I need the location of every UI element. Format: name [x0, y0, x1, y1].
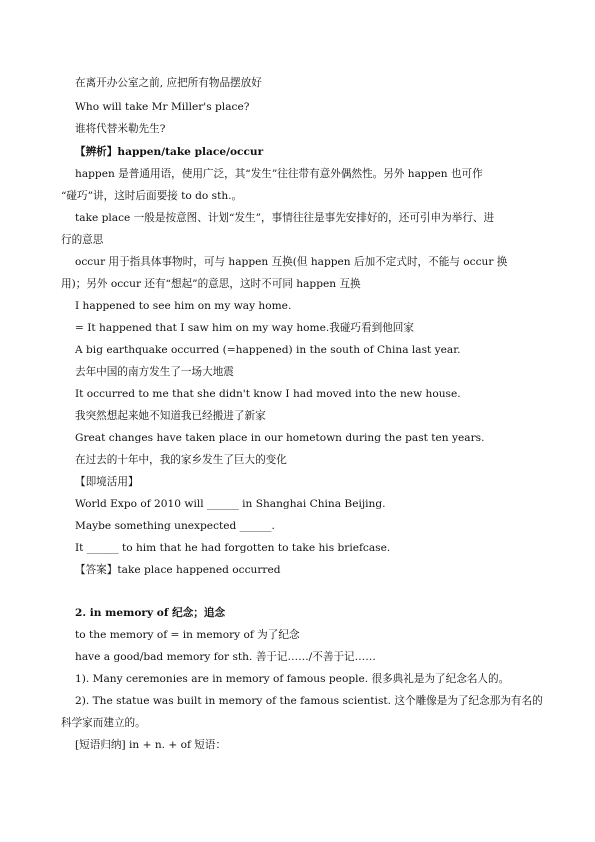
text-line: happen 是普通用语，使用广泛，其“发生”往往带有意外偶然性。另外 happen 也可作	[75, 168, 483, 180]
example-line: 1). Many ceremonies are in memory of famous people. 很多典礼是为了纪念名人的。	[75, 673, 510, 685]
text-line: 行的意思	[61, 234, 104, 246]
text-line: “碰巧”讲，这时后面要接 to do sth.。	[61, 190, 243, 202]
section-heading: 2. in memory of 纪念；追念	[75, 607, 226, 619]
text-line: Great changes have taken place in our hometown during the past ten years.	[75, 432, 485, 444]
example-line: 2). The statue was built in memory of the famous scientist. 这个雕像是为了纪念那为有名的	[75, 695, 543, 707]
text-line: I happened to see him on my way home.	[75, 300, 292, 312]
text-line: occur 用于指具体事物时，可与 happen 互换(但 happen 后加不定式时，不能与 occur 换	[75, 256, 508, 268]
exercise-line: It ______ to him that he had forgotten to take his briefcase.	[75, 542, 391, 554]
text-line: = It happened that I saw him on my way home.我碰巧看到他回家	[75, 322, 414, 334]
text-line: Who will take Mr Miller's place?	[75, 101, 250, 113]
text-line: 去年中国的南方发生了一场大地震	[75, 366, 234, 378]
exercise-line: World Expo of 2010 will ______ in Shanghai China Beijing.	[75, 498, 386, 510]
text-line: 在过去的十年中，我的家乡发生了巨大的变化	[75, 454, 287, 466]
text-line: 谁将代替米勒先生?	[75, 123, 166, 135]
text-line: to the memory of = in memory of 为了纪念	[75, 629, 300, 641]
text-line: 在离开办公室之前, 应把所有物品摆放好	[75, 77, 262, 89]
text-line: 我突然想起来她不知道我已经搬进了新家	[75, 410, 266, 422]
text-line: have a good/bad memory for sth. 善于记……/不善于记……	[75, 651, 376, 663]
text-line: It occurred to me that she didn't know I had moved into the new house.	[75, 388, 461, 400]
text-line: [短语归纳] in + n. + of 短语：	[75, 739, 227, 751]
text-line: A big earthquake occurred (=happened) in the south of China last year.	[75, 344, 461, 356]
exercise-line: Maybe something unexpected ______.	[75, 520, 275, 532]
text-line: 科学家而建立的。	[61, 717, 146, 729]
answer-line: 【答案】take place happened occurred	[75, 564, 281, 576]
subsection-heading: 【即境活用】	[75, 476, 139, 488]
text-line: take place 一般是按意图、计划“发生”，事情往往是事先安排好的，还可引申为举行、进	[75, 212, 495, 224]
section-heading: 【辨析】happen/take place/occur	[75, 146, 264, 158]
text-line: 用)；另外 occur 还有“想起”的意思，这时不可同 happen 互换	[61, 278, 361, 290]
